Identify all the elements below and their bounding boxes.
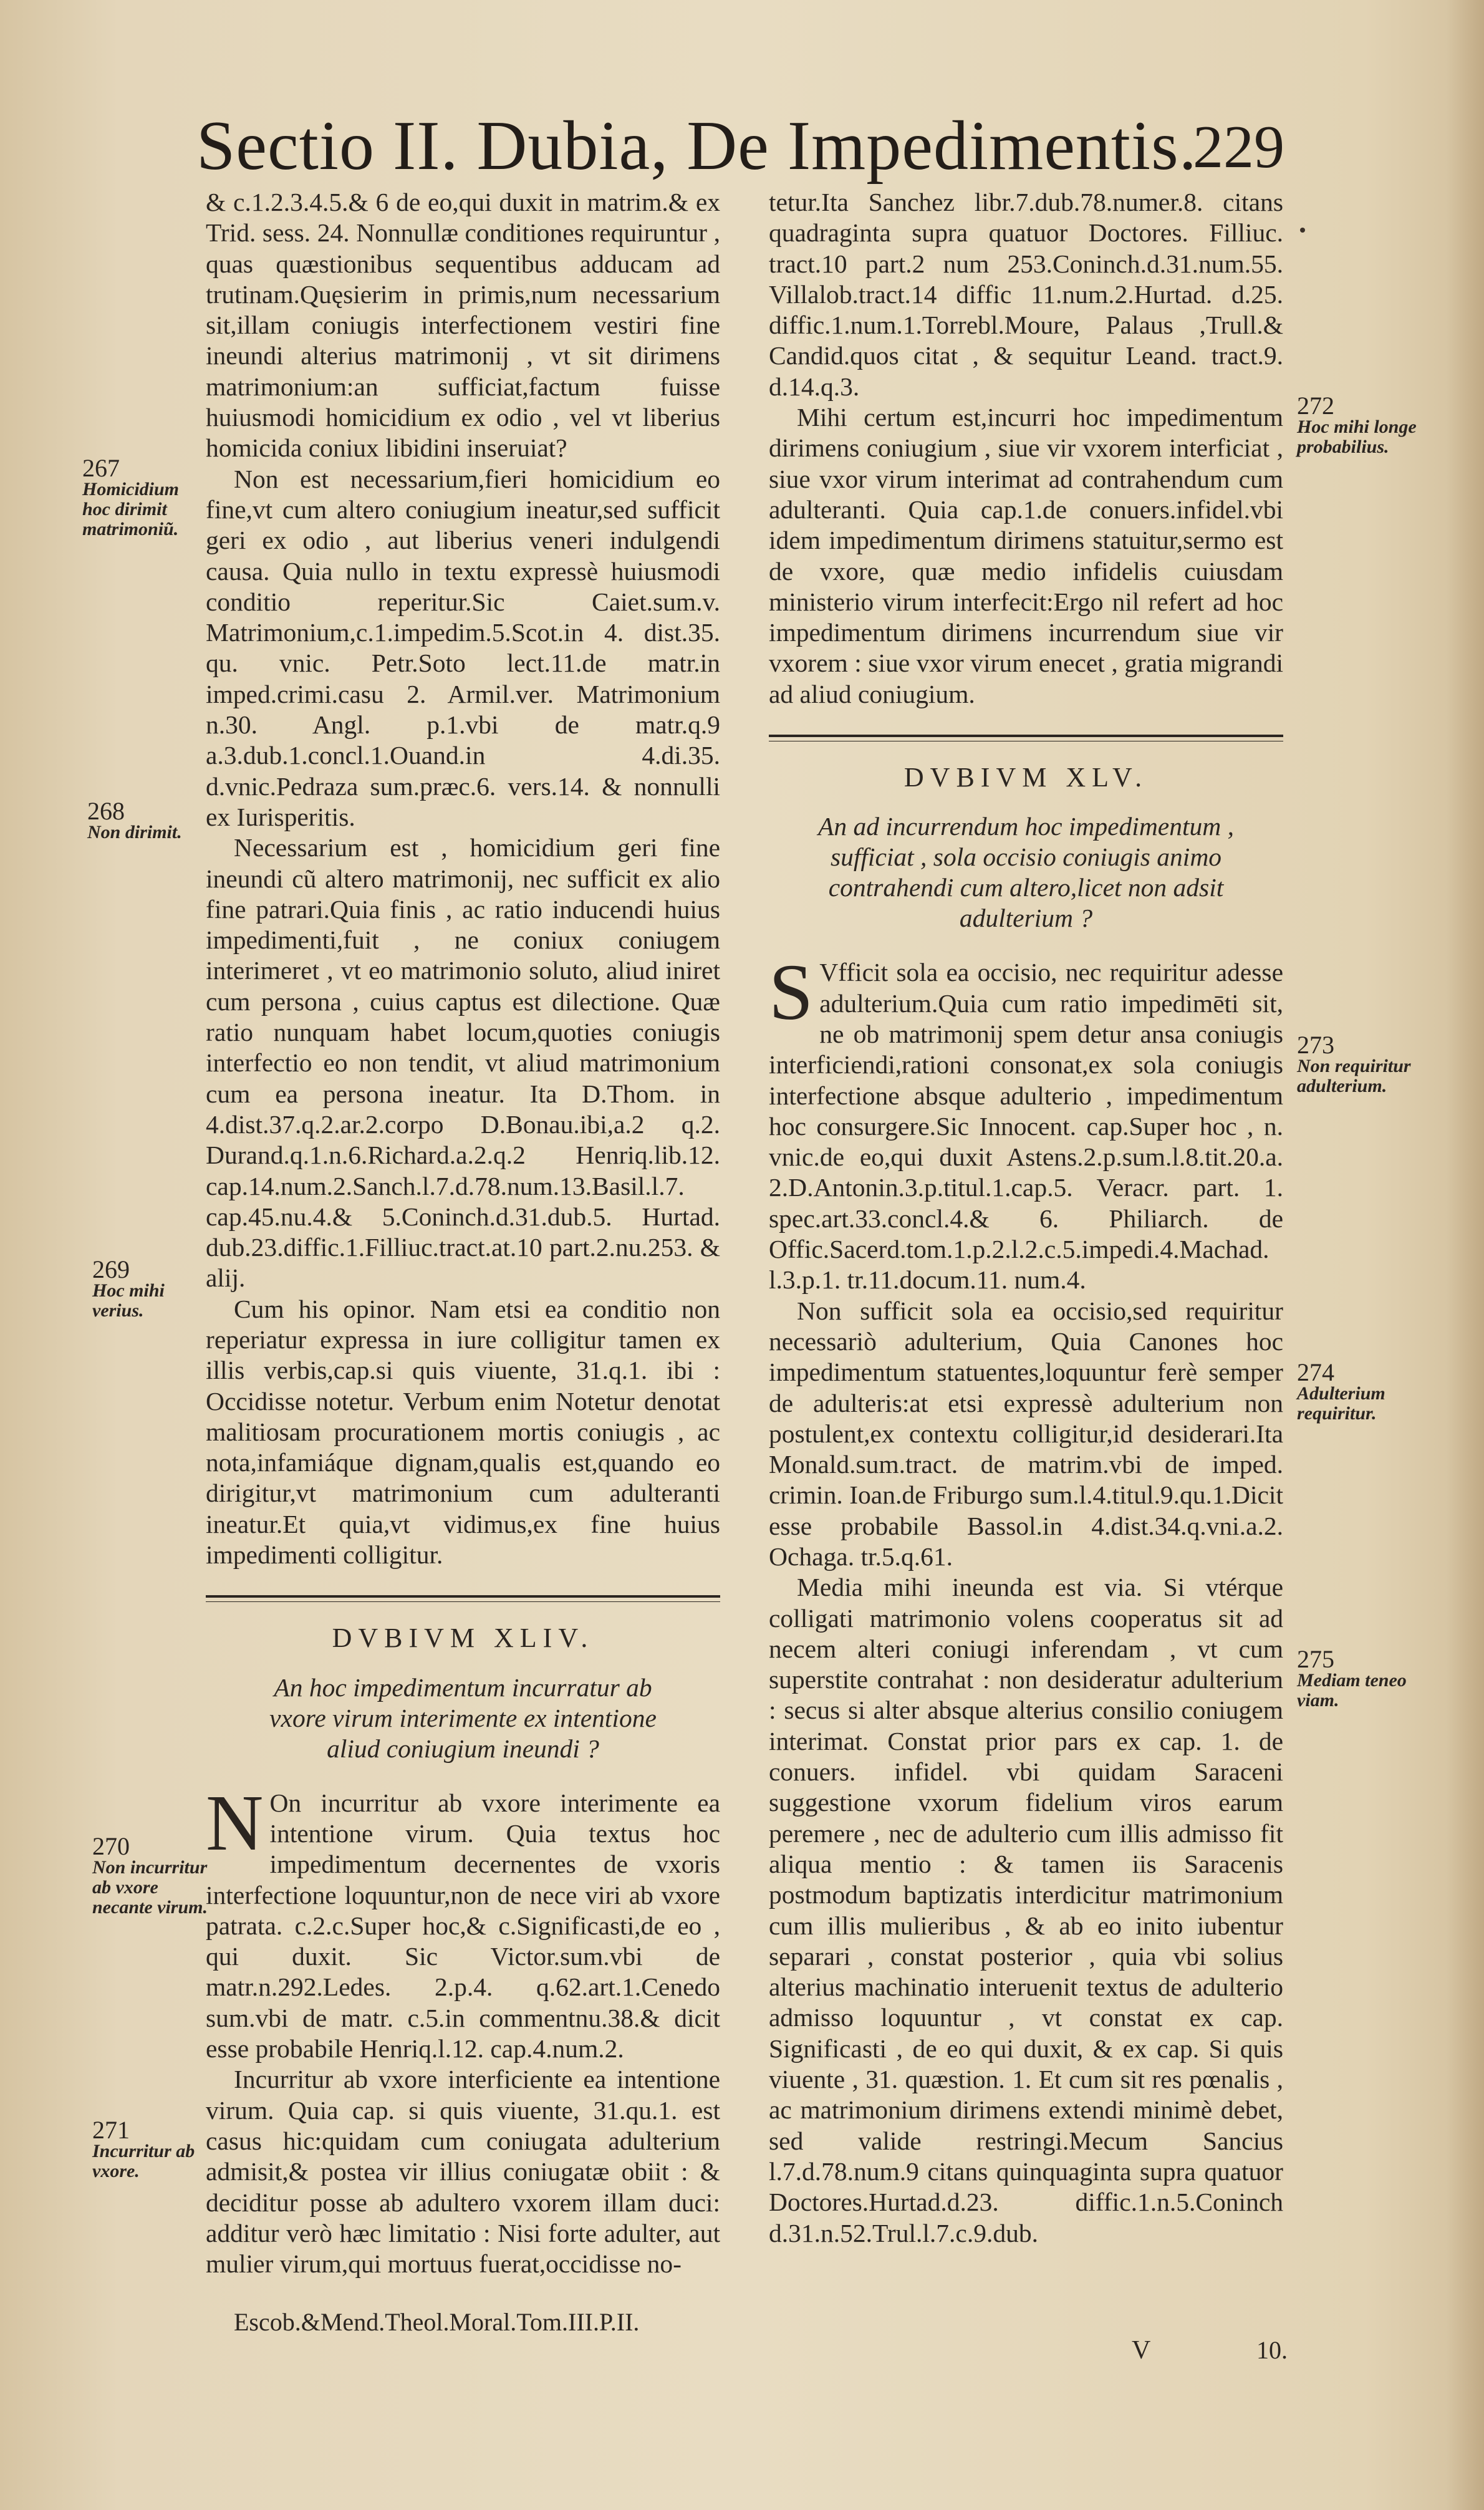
margin-note-text: Adulterium requiritur. — [1297, 1383, 1385, 1424]
margin-note-text: Hoc mihi verius. — [92, 1280, 165, 1321]
dubium-heading: DVBIVM XLV. — [903, 762, 1149, 793]
margin-note-271 — [92, 2116, 211, 2181]
margin-note-text: Mediam teneo viam. — [1297, 1670, 1407, 1711]
paragraph: Media mihi ineunda est via. Si vtérque colligati matrimonio volens cooperatus sit ad necem alteri coniugi inferendam , vt cum superstite contrahat : non desideratur adulterium : secus si alter absque alterius consilio coniugem interimat. Constat prior pars ex cap. 1. de conuers. infidel. vbi quidam Saraceni suggestione vxorum fidelium viros earum peremere , nec de adulterio cum illis admisso fit aliqua mentio : & tamen iis Saracenis postmodum baptizatis interdicitur matrimonium cum illis mulieribus , & ab eo inito iubentur separari , constat posterior , quia vbi solius alterius machinatio interuenit textus de adulterio admisso loquuntur , vt constat ex cap. Significasti , de eo qui duxit, & ex cap. Si quis viuente , 31. quæstion. 1. Et cum sit res pœnalis , ac matrimonium dirimens extendi minimè debet, sed valide restringi.Mecum Sancius l.7.d.78.num.9 citans quinquaginta supra quatuor Doctores.Hurtad.d.23. diffic.1.n.5.Coninch d.31.n.52.Trul.l.7.c.9.dub. — [769, 1573, 1283, 2247]
margin-note-number: 273 — [1297, 1031, 1334, 1059]
margin-note-text: Hoc mihi longe probabilius. — [1297, 417, 1417, 457]
page-number: 229 — [1193, 113, 1284, 181]
running-header — [196, 106, 1284, 187]
margin-note-text: Homicidium hoc dirimit matrimoniũ. — [82, 479, 180, 539]
margin-note-text: Non incurritur ab vxore necante virum. — [92, 1857, 208, 1918]
margin-note-270 — [92, 1832, 211, 1918]
margin-note-number: 274 — [1297, 1358, 1334, 1386]
section-rule — [769, 735, 1283, 737]
margin-note-272 — [1297, 392, 1422, 457]
sheet-signature-mark: V — [1132, 2336, 1151, 2365]
paragraph: Necessarium est , homicidium geri fine ineundi cũ altero matrimonij, nec sufficit ex alio fine patrari.Quia finis , ac ratio inducendi huius impedimenti,fuit , ne coniux coniugem interimeret , vt eo matrimonio soluto, aliud iniret cum persona , cuius captus est dilectione. Quæ ratio nunquam habet locum,quoties coniugis interfectio eo non tendit, vt aliud matrimonium cum ea persona ineatur. Ita D.Thom. in 4.dist.37.q.2.ar.2.corpo D.Bonau.ibi,a.2 q.2. Durand.q.1.n.6.Richard.a.2.q.2 Henriq.lib.12. cap.14.num.2.Sanch.l.7.d.78.num.13.Basil.l.7. cap.45.nu.4.& 5.Coninch.d.31.dub.5. Hurtad. dub.23.diffic.1.Filliuc.tract.at.10 part.2.nu.253. & alij. — [206, 833, 720, 1293]
drop-cap: N — [206, 1778, 264, 1867]
paragraph-text: On incurritur ab vxore interimente ea intentione virum. Quia textus hoc impedimentum decernentes de vxoris interfectione loquuntur,non de nece viri ab vxore patrata. c.2.c.Super hoc,& c.Significasti,de eo , qui duxit. Sic Victor.sum.vbi de matr.n.292.Ledes. 2.p.4. q.62.art.1.Cenedo sum.vbi de matr. c.5.in commentnu.38.& dicit esse probabile Henriq.l.12. cap.4.num.2. — [206, 1788, 720, 2064]
margin-note-text: Incurritur ab vxore. — [92, 2141, 195, 2181]
catchword: 10. — [1256, 2336, 1288, 2364]
margin-note-273 — [1297, 1031, 1422, 1096]
margin-note-number: 269 — [92, 1255, 130, 1283]
paragraph: Non est necessarium,fieri homicidium eo fine,vt cum altero coniugium ineatur,sed sufficit geri ex odio , aut liberius veneri indulgendi causa. Quia nullo in textu expressè huiusmodi conditio reperitur.Sic Caiet.sum.v. Matrimonium,c.1.impedim.5.Scot.in 4. dist.35. qu. vnic. Petr.Soto lect.11.de matr.in imped.crimi.casu 2. Armil.ver. Matrimonium n.30. Angl. p.1.vbi de matr.q.9 a.3.dub.1.concl.1.Ouand.in 4.di.35. d.vnic.Pedraza sum.præc.6. vers.14. & nonnulli ex Iurisperitis. — [206, 464, 720, 831]
drop-cap: S — [769, 948, 814, 1037]
margin-note-text: Non dirimit. — [87, 822, 182, 842]
running-title: Sectio II. Dubia, De Impedimentis. — [196, 107, 1197, 185]
dubium-question: An hoc impedimentum incurratur ab vxore virum interimente ex intentione aliud coniugium ineundi ? — [269, 1673, 657, 1763]
margin-note-number: 267 — [82, 454, 120, 482]
paragraph: Mihi certum est,incurri hoc impedimentum dirimens coniugium , siue vir vxorem interficiat , siue vxor virum interimat ad contrahendum cum adulteranti. Quia cap.1.de conuers.infidel.vbi idem impedimentum dirimens statuitur,sermo est de vxore, quæ medio infidelis cuiusdam ministerio virum interfecit:Ergo nil refert ad hoc impedimentum dirimens incurrendum siue vir vxorem : siue vxor virum enecet , gratia migrandi ad aliud coniugium. — [769, 403, 1283, 708]
dubium-heading: DVBIVM XLIV. — [332, 1623, 594, 1654]
paragraph-text: Vfficit sola ea occisio, nec requiritur adesse adulterium.Quia cum ratio impedimēti sit, ne ob matrimonij spem detur ansa coniugis interficiendi,rationi consonat,ex sola coniugis interfectione absque adulterio , impedimentum hoc consurgere.Sic Innocent. cap.Super hoc , n. vnic.de eo,qui duxit Astens.2.p.sum.l.8.tit.20.a. 2.D.Antonin.3.p.titul.1.cap.5. Veracr. part. 1. spec.art.33.concl.4.& 6. Philiarch. de Offic.Sacerd.tom.1.p.2.l.2.c.5.impedi.4.Machad. l.3.p.1. tr.11.docum.11. num.4. — [769, 958, 1283, 1295]
paragraph — [206, 1778, 720, 2065]
paragraph: Non sufficit sola ea occisio,sed requiritur necessariò adulterium, Quia Canones hoc impedimentum statuentes,loquuntur ferè semper de adulteris:at etsi expressè adulterium non postulent,ex contextu colligitur,id desiderari.Ita Monald.sum.tract. de matrim.vbi de imped. crimin. Ioan.de Friburgo sum.l.4.titul.9.qu.1.Dicit esse probabile Bassol.in 4.dist.34.q.vni.a.2. Ochaga. tr.5.q.61. — [769, 1296, 1283, 1571]
margin-note-268 — [87, 797, 206, 842]
paragraph: tetur.Ita Sanchez libr.7.dub.78.numer.8. citans quadraginta supra quatuor Doctores. Filliuc. tract.10 part.2 num 253.Coninch.d.31.num.55. Villalob.tract.14 diffic 11.num.2.Hurtad. d.25. diffic.1.num.1.Torrebl.Moure, Palaus ,Trull.& Candid.quos citat , & sequitur Leand. tract.9. d.14.q.3. — [769, 188, 1283, 401]
ink-spot — [1300, 228, 1305, 233]
left-column — [206, 187, 720, 2279]
margin-note-269 — [92, 1255, 205, 1321]
page-edge-shadow — [1447, 0, 1484, 2510]
paragraph: Incurritur ab vxore interficiente ea intentione virum. Quia cap. si quis viuente, 31.qu.1. est casus hic:quidam cum coniugata adulterium admisit,& postea vir illius coniugatæ obiit : & deciditur posse ab adultero vxorem illam duci: additur verò hæc limitatio : Nisi forte adulter, aut mulier virum,qui mortuus fuerat,occidisse no- — [206, 2065, 720, 2279]
margin-note-number: 270 — [92, 1832, 130, 1860]
dubium-question: An ad incurrendum hoc impedimentum , sufficiat , sola occisio coniugis animo contrahendi cum altero,licet non adsit adulterium ? — [818, 812, 1234, 933]
margin-note-number: 275 — [1297, 1645, 1334, 1673]
margin-note-number: 268 — [87, 797, 125, 825]
signature-line: Escob.&Mend.Theol.Moral.Tom.III.P.II. — [234, 2308, 640, 2336]
margin-note-267 — [82, 454, 201, 539]
paragraph: Cum his opinor. Nam etsi ea conditio non reperiatur expressa in iure colligitur tamen ex illis verbis,cap.si quis viuente, 31.q.1. ibi : Occidisse notetur. Verbum enim Notetur denotat malitiosam procurationem mortis coniugis , ac nota,infamiáque dignam,qualis est,quando eo dirigitur,vt matrimonium cum adulteranti ineatur.Et quia,vt vidimus,ex fine huius impedimenti colligitur. — [206, 1294, 720, 1570]
margin-note-274 — [1297, 1358, 1422, 1424]
margin-note-text: Non requiritur adulterium. — [1297, 1056, 1411, 1096]
paragraph — [769, 948, 1283, 1295]
margin-note-number: 272 — [1297, 392, 1334, 420]
margin-note-275 — [1297, 1645, 1422, 1711]
right-column — [769, 187, 1283, 2249]
margin-note-number: 271 — [92, 2116, 130, 2144]
section-rule — [206, 1595, 720, 1598]
paragraph: & c.1.2.3.4.5.& 6 de eo,qui duxit in matrim.& ex Trid. sess. 24. Nonnullæ conditiones requiruntur , quas quæstionibus sequentibus adducam ad trutinam.Quęsierim in primis,num necessarium sit,illam coniugis interfectionem vestiri fine ineundi alterius matrimonij , vt sit dirimens matrimonium:an sufficiat,factum fuisse huiusmodi homicidium ex odio , vel vt liberius homicida coniux libidini inseruiat? — [206, 188, 720, 463]
